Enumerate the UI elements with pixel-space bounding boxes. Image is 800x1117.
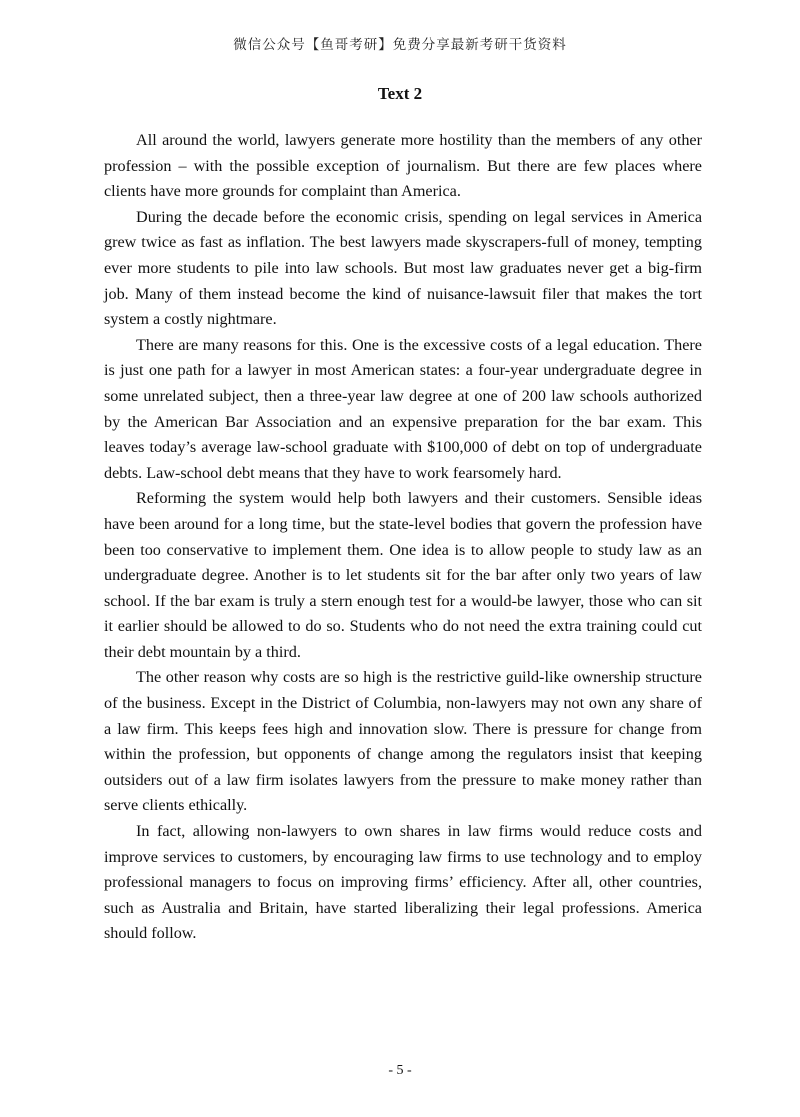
paragraph-5: The other reason why costs are so high is the restrictive guild-like ownership structure of the business. Except in the District of Columbia, non-lawyers may not own any share of a law firm. This keeps fees high and innovation slow. There is pressure for change from within the profession, but opponents of change among the regulators insist that keeping outsiders out of a law firm isolates lawyers from the pressure to make money rather than serve clients ethically. — [104, 668, 702, 815]
paragraph-3: There are many reasons for this. One is the excessive costs of a legal education. There is just one path for a lawyer in most American states: a four-year undergraduate degree in some unrelated subject, then a three-year law degree at one of 200 law schools authorized by the American Bar Association and an expensive preparation for the bar exam. This leaves today’s average law-school graduate with $100,000 of debt on top of undergraduate debts. Law-school debt means that they have to work fearsomely hard. — [104, 335, 702, 482]
passage-title: Text 2 — [377, 84, 423, 103]
paragraph-1: All around the world, lawyers generate more hostility than the members of any other profession – with the possible exception of journalism. But there are few places where clients have more grounds for complaint than America. — [104, 131, 702, 201]
paragraph-6: In fact, allowing non-lawyers to own shares in law firms would reduce costs and improve services to customers, by encouraging law firms to use technology and to employ professional managers to focus on improving firms’ efficiency. After all, other countries, such as Australia and Britain, have started liberalizing their legal professions. America should follow. — [104, 822, 702, 943]
paragraph-2: During the decade before the economic crisis, spending on legal services in America grew twice as fast as inflation. The best lawyers made skyscrapers-full of money, tempting ever more students to pile into law schools. But most law graduates never get a big-firm job. Many of them instead become the kind of nuisance-lawsuit filer that makes the tort system a costly nightmare. — [104, 207, 702, 329]
passage-body — [104, 128, 702, 947]
header-watermark-note: 微信公众号【鱼哥考研】免费分享最新考研干货资料 — [233, 37, 567, 53]
page-number: - 5 - — [388, 1063, 412, 1078]
paragraph-4: Reforming the system would help both lawyers and their customers. Sensible ideas have been around for a long time, but the state-level bodies that govern the profession have been too conservative to implement them. One idea is to allow people to study law as an undergraduate degree. Another is to let students sit for the bar after only two years of law school. If the bar exam is truly a stern enough test for a would-be lawyer, those who can sit it earlier should be allowed to do so. Students who do not need the extra training could cut their debt mountain by a third. — [104, 489, 702, 661]
